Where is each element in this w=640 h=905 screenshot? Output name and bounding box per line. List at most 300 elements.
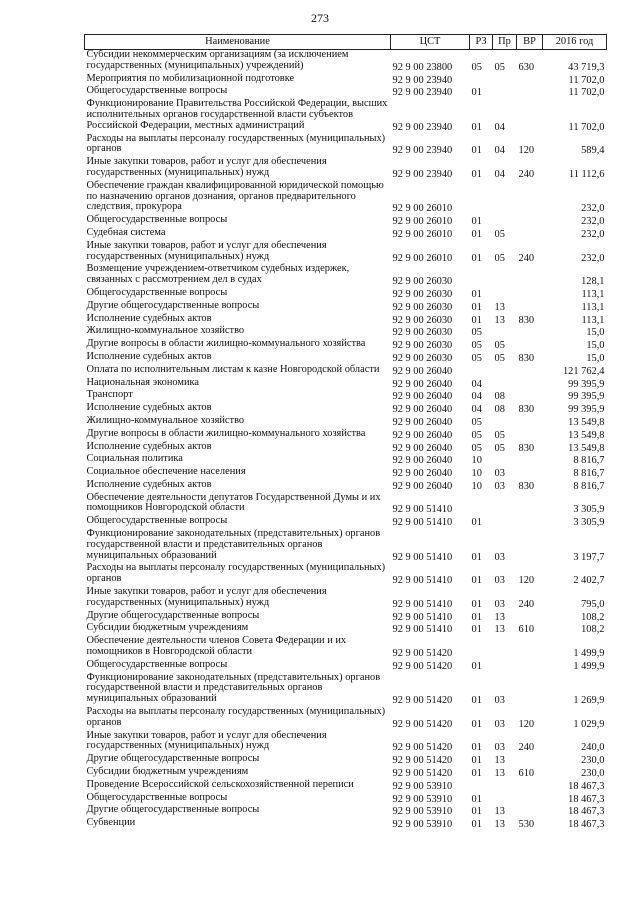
cell-rz: 05: [471, 429, 482, 441]
cell-amount: 13 549,8: [568, 442, 605, 454]
cell-rz: 10: [471, 480, 482, 492]
table-row: [85, 660, 607, 673]
cell-cst: 92 9 00 26030: [392, 288, 453, 300]
cell-pr: [493, 365, 517, 378]
table-row: [85, 264, 607, 288]
cell-vr: 830: [518, 442, 535, 454]
cell-amount: 113,1: [581, 301, 605, 313]
cell-vr: 830: [518, 352, 535, 364]
cell-vr: 240: [518, 252, 535, 264]
table-row: [85, 228, 607, 241]
page-number: 273: [311, 11, 329, 25]
cell-rz: 01: [471, 755, 482, 767]
cell-rz: 01: [471, 598, 482, 610]
cell-cst: 92 9 00 23940: [392, 168, 453, 180]
cell-name: Проведение Всероссийской сельскохозяйственной переписи: [86, 778, 354, 790]
cell-cst: 92 9 00 51410: [392, 624, 453, 636]
table-row: [85, 480, 607, 493]
cell-amount: 8 816,7: [573, 480, 605, 492]
cell-rz: 05: [471, 416, 482, 428]
cell-vr: [517, 429, 543, 442]
column-header-pr: Пр: [493, 35, 517, 50]
cell-amount: 230,0: [581, 755, 605, 767]
cell-rz: [470, 181, 493, 215]
cell-cst: 92 9 00 53910: [392, 780, 453, 792]
cell-pr: 05: [494, 340, 505, 352]
cell-rz: 01: [471, 252, 482, 264]
cell-cst: 92 9 00 51420: [392, 718, 453, 730]
cell-amount: 18 467,3: [568, 793, 605, 805]
cell-cst: 92 9 00 51420: [392, 768, 453, 780]
cell-rz: [470, 365, 493, 378]
cell-name: Исполнение судебных актов: [86, 440, 212, 452]
cell-cst: 92 9 00 51420: [392, 660, 453, 672]
cell-pr: 13: [494, 768, 505, 780]
cell-rz: 01: [471, 718, 482, 730]
table-row: [85, 493, 607, 517]
cell-rz: 05: [471, 352, 482, 364]
cell-name: Иные закупки товаров, работ и услуг для обеспечения государственных (муниципальных) нужд: [86, 586, 327, 608]
table-body: [85, 50, 607, 832]
table-row: [85, 339, 607, 352]
cell-amount: 99 395,9: [568, 391, 605, 403]
cell-name: Общегосударственные вопросы: [86, 515, 228, 527]
cell-name: Обеспечение граждан квалифицированной юридической помощью по назначению органов дознания, органов предварительного следствия, прокурора: [86, 179, 384, 213]
cell-amount: 8 816,7: [573, 468, 605, 480]
cell-cst: 92 9 00 26040: [392, 429, 453, 441]
cell-pr: 13: [494, 806, 505, 818]
cell-rz: 01: [471, 575, 482, 587]
cell-rz: 04: [471, 391, 482, 403]
cell-cst: 92 9 00 23940: [392, 87, 453, 99]
cell-pr: 13: [494, 755, 505, 767]
cell-cst: 92 9 00 51420: [392, 695, 453, 707]
cell-name: Другие вопросы в области жилищно-коммунального хозяйства: [86, 338, 366, 350]
cell-vr: [517, 780, 543, 793]
cell-rz: 01: [471, 314, 482, 326]
cell-cst: 92 9 00 51420: [392, 648, 453, 660]
cell-pr: 05: [494, 352, 505, 364]
cell-rz: [470, 780, 493, 793]
cell-name: Расходы на выплаты персоналу государственных (муниципальных) органов: [86, 706, 386, 728]
cell-rz: 01: [471, 517, 482, 529]
table-row: [85, 707, 607, 731]
cell-vr: 610: [518, 624, 535, 636]
cell-name: Другие общегосударственные вопросы: [86, 753, 260, 765]
cell-pr: 05: [494, 442, 505, 454]
cell-cst: 92 9 00 26040: [392, 480, 453, 492]
cell-name: Общегосударственные вопросы: [86, 791, 228, 803]
cell-amount: 108,2: [581, 624, 605, 636]
cell-pr: [493, 416, 517, 429]
table-row: [85, 352, 607, 365]
cell-pr: 05: [494, 228, 505, 240]
cell-amount: 795,0: [581, 598, 605, 610]
cell-vr: [517, 378, 543, 391]
cell-vr: [517, 74, 543, 87]
cell-cst: 92 9 00 26030: [392, 340, 453, 352]
cell-amount: 18 467,3: [568, 819, 605, 831]
cell-cst: 92 9 00 23940: [392, 145, 453, 157]
table-row: [85, 587, 607, 611]
table-row: [85, 50, 607, 74]
cell-rz: 05: [471, 340, 482, 352]
cell-cst: 92 9 00 26010: [392, 203, 453, 215]
cell-pr: 03: [494, 598, 505, 610]
cell-pr: [493, 793, 517, 806]
table-row: [85, 378, 607, 391]
cell-name: Исполнение судебных актов: [86, 478, 212, 490]
cell-vr: [517, 529, 543, 563]
cell-rz: [470, 74, 493, 87]
cell-rz: [470, 636, 493, 660]
cell-name: Функционирование Правительства Российской Федерации, высших исполнительных органов государственной власти субъектов Российской Федерации, местных администраций: [86, 98, 388, 131]
cell-name: Жилищно-коммунальное хозяйство: [86, 414, 245, 426]
cell-pr: 08: [494, 391, 505, 403]
table-row: [85, 403, 607, 416]
cell-rz: 01: [471, 624, 482, 636]
cell-cst: 92 9 00 26040: [392, 442, 453, 454]
cell-name: Общегосударственные вопросы: [86, 658, 228, 670]
table-row: [85, 181, 607, 215]
cell-name: Судебная система: [86, 226, 166, 238]
cell-amount: 3 197,7: [573, 551, 605, 563]
cell-amount: 43 719,3: [568, 61, 605, 73]
cell-vr: 240: [518, 742, 535, 754]
cell-rz: 05: [471, 61, 482, 73]
cell-name: Исполнение судебных актов: [86, 402, 212, 414]
cell-vr: [517, 390, 543, 403]
cell-vr: 830: [518, 314, 535, 326]
cell-cst: 92 9 00 51410: [392, 598, 453, 610]
cell-cst: 92 9 00 26030: [392, 276, 453, 288]
cell-vr: [517, 86, 543, 99]
cell-amount: 232,0: [581, 228, 605, 240]
cell-pr: 03: [494, 718, 505, 730]
cell-pr: 04: [494, 168, 505, 180]
cell-name: Субсидии бюджетным учреждениям: [86, 766, 249, 778]
cell-cst: 92 9 00 26030: [392, 327, 453, 339]
cell-name: Другие вопросы в области жилищно-коммунального хозяйства: [86, 427, 366, 439]
cell-amount: 232,0: [581, 216, 605, 228]
cell-cst: 92 9 00 26030: [392, 352, 453, 364]
table-row: [85, 416, 607, 429]
cell-rz: [470, 264, 493, 288]
cell-vr: 120: [518, 145, 535, 157]
cell-pr: [493, 215, 517, 228]
cell-name: Общегосударственные вопросы: [86, 214, 228, 226]
column-header-name: Наименование: [85, 35, 391, 50]
cell-amount: 232,0: [581, 252, 605, 264]
cell-amount: 15,0: [586, 352, 605, 364]
cell-name: Мероприятия по мобилизационной подготовке: [86, 72, 295, 84]
cell-cst: 92 9 00 26010: [392, 252, 453, 264]
cell-vr: 240: [518, 168, 535, 180]
cell-pr: 03: [494, 480, 505, 492]
cell-amount: 15,0: [586, 327, 605, 339]
table-header-row: [85, 35, 607, 50]
table-row: [85, 467, 607, 480]
cell-cst: 92 9 00 26040: [392, 468, 453, 480]
cell-cst: 92 9 00 23940: [392, 121, 453, 133]
cell-pr: 03: [494, 575, 505, 587]
cell-pr: 13: [494, 611, 505, 623]
cell-amount: 2 402,7: [573, 575, 605, 587]
cell-name: Другие общегосударственные вопросы: [86, 804, 260, 816]
column-header-year: 2016 год: [543, 35, 607, 50]
cell-cst: 92 9 00 51410: [392, 504, 453, 516]
table-row: [85, 365, 607, 378]
budget-table: [84, 34, 607, 831]
cell-cst: 92 9 00 53910: [392, 819, 453, 831]
cell-rz: 10: [471, 468, 482, 480]
cell-cst: 92 9 00 26040: [392, 455, 453, 467]
cell-vr: 120: [518, 718, 535, 730]
cell-vr: 830: [518, 404, 535, 416]
cell-rz: 01: [471, 793, 482, 805]
cell-rz: 01: [471, 288, 482, 300]
cell-name: Оплата по исполнительным листам к казне Новгородской области: [86, 363, 380, 375]
cell-pr: [493, 74, 517, 87]
cell-rz: 04: [471, 404, 482, 416]
cell-name: Субвенции: [86, 817, 136, 829]
cell-vr: 240: [518, 598, 535, 610]
cell-rz: 01: [471, 660, 482, 672]
cell-name: Субсидии некоммерческим организациям (за исключением государственных (муниципальных) учреждений): [86, 49, 349, 71]
cell-vr: [517, 339, 543, 352]
cell-pr: 03: [494, 551, 505, 563]
cell-cst: 92 9 00 53910: [392, 793, 453, 805]
cell-rz: 01: [471, 819, 482, 831]
cell-pr: [493, 454, 517, 467]
cell-vr: [517, 493, 543, 517]
cell-pr: [493, 326, 517, 339]
table-row: [85, 241, 607, 265]
table-row: [85, 767, 607, 780]
cell-amount: 121 762,4: [562, 365, 605, 377]
cell-vr: [517, 228, 543, 241]
table-row: [85, 563, 607, 587]
cell-amount: 240,0: [581, 742, 605, 754]
cell-pr: 03: [494, 695, 505, 707]
cell-pr: [493, 516, 517, 529]
cell-amount: 11 702,0: [568, 74, 605, 86]
cell-amount: 99 395,9: [568, 404, 605, 416]
cell-cst: 92 9 00 26040: [392, 416, 453, 428]
cell-pr: [493, 378, 517, 391]
cell-rz: 05: [471, 327, 482, 339]
table-row: [85, 99, 607, 133]
cell-vr: [517, 416, 543, 429]
cell-name: Социальная политика: [86, 453, 183, 465]
cell-vr: [517, 673, 543, 707]
cell-cst: 92 9 00 23800: [392, 61, 453, 73]
cell-pr: 13: [494, 314, 505, 326]
cell-rz: [470, 493, 493, 517]
cell-name: Иные закупки товаров, работ и услуг для обеспечения государственных (муниципальных) нужд: [86, 729, 327, 752]
cell-rz: 01: [471, 228, 482, 240]
cell-cst: 92 9 00 26030: [392, 301, 453, 313]
cell-vr: 610: [518, 768, 535, 780]
cell-amount: 11 702,0: [568, 87, 605, 99]
cell-rz: 01: [471, 768, 482, 780]
cell-pr: 03: [494, 468, 505, 480]
cell-rz: 01: [471, 806, 482, 818]
cell-name: Транспорт: [86, 389, 133, 401]
cell-vr: 830: [518, 480, 535, 492]
cell-name: Другие общегосударственные вопросы: [86, 299, 260, 311]
table-row: [85, 529, 607, 563]
cell-name: Обеспечение деятельности депутатов Государственной Думы и их помощников Новгородской области: [86, 491, 381, 514]
cell-cst: 92 9 00 51410: [392, 611, 453, 623]
cell-amount: 232,0: [581, 203, 605, 215]
table-row: [85, 818, 607, 831]
cell-pr: [493, 660, 517, 673]
cell-amount: 113,1: [581, 288, 605, 300]
cell-vr: 120: [518, 575, 535, 587]
cell-pr: 13: [494, 624, 505, 636]
cell-amount: 13 549,8: [568, 429, 605, 441]
cell-vr: [517, 215, 543, 228]
cell-vr: [517, 793, 543, 806]
cell-name: Исполнение судебных актов: [86, 350, 212, 362]
cell-name: Национальная экономика: [86, 376, 200, 388]
cell-vr: [517, 611, 543, 624]
cell-rz: 10: [471, 455, 482, 467]
cell-rz: 01: [471, 87, 482, 99]
cell-cst: 92 9 00 51420: [392, 742, 453, 754]
cell-amount: 3 305,9: [573, 504, 605, 516]
cell-cst: 92 9 00 26040: [392, 404, 453, 416]
cell-name: Функционирование законодательных (представительных) органов государственной власти и представительных органов муниципальных образований: [86, 671, 381, 705]
cell-pr: 13: [494, 301, 505, 313]
cell-cst: 92 9 00 53910: [392, 806, 453, 818]
cell-name: Расходы на выплаты персоналу государственных (муниципальных) органов: [86, 562, 386, 585]
cell-vr: [517, 365, 543, 378]
cell-rz: 05: [471, 442, 482, 454]
cell-vr: [517, 99, 543, 133]
cell-name: Социальное обеспечение населения: [86, 466, 246, 478]
cell-rz: 01: [471, 695, 482, 707]
cell-amount: 18 467,3: [568, 806, 605, 818]
cell-vr: 530: [518, 819, 535, 831]
cell-cst: 92 9 00 26030: [392, 314, 453, 326]
cell-cst: 92 9 00 26040: [392, 378, 453, 390]
cell-pr: 03: [494, 742, 505, 754]
cell-cst: 92 9 00 26010: [392, 228, 453, 240]
cell-rz: 01: [471, 301, 482, 313]
cell-amount: 1 499,9: [573, 648, 605, 660]
cell-pr: 05: [494, 61, 505, 73]
cell-cst: 92 9 00 51410: [392, 517, 453, 529]
cell-rz: 01: [471, 168, 482, 180]
cell-pr: [493, 288, 517, 301]
column-header-vr: ВР: [517, 35, 543, 50]
table-row: [85, 673, 607, 707]
cell-amount: 11 112,6: [568, 168, 605, 180]
cell-cst: 92 9 00 26040: [392, 365, 453, 377]
cell-amount: 1 029,9: [573, 718, 605, 730]
cell-rz: 01: [471, 551, 482, 563]
cell-amount: 13 549,8: [568, 416, 605, 428]
table-row: [85, 288, 607, 301]
cell-vr: [517, 301, 543, 314]
table-row: [85, 134, 607, 158]
table-row: [85, 429, 607, 442]
cell-pr: 04: [494, 145, 505, 157]
cell-cst: 92 9 00 23940: [392, 74, 453, 86]
cell-amount: 128,1: [581, 276, 605, 288]
cell-pr: [493, 86, 517, 99]
cell-vr: [517, 454, 543, 467]
cell-name: Возмещение учреждением-ответчиком судебных издержек, связанных с рассмотрением дел в судах: [86, 263, 350, 286]
cell-vr: [517, 326, 543, 339]
cell-name: Жилищно-коммунальное хозяйство: [86, 325, 245, 337]
cell-name: Общегосударственные вопросы: [86, 286, 228, 298]
cell-rz: 04: [471, 378, 482, 390]
cell-name: Функционирование законодательных (представительных) органов государственной власти и представительных органов муниципальных образований: [86, 528, 381, 561]
cell-amount: 108,2: [581, 611, 605, 623]
cell-amount: 3 305,9: [573, 517, 605, 529]
cell-amount: 18 467,3: [568, 780, 605, 792]
column-header-cst: ЦСТ: [391, 35, 470, 50]
cell-name: Исполнение судебных актов: [86, 312, 212, 324]
cell-vr: [517, 181, 543, 215]
cell-vr: 630: [518, 61, 535, 73]
table-row: [85, 780, 607, 793]
cell-pr: 05: [494, 429, 505, 441]
cell-amount: 11 702,0: [568, 121, 605, 133]
cell-amount: 1 499,9: [573, 660, 605, 672]
cell-name: Общегосударственные вопросы: [86, 85, 228, 97]
cell-rz: 01: [471, 121, 482, 133]
cell-name: Субсидии бюджетным учреждениям: [86, 622, 249, 634]
cell-cst: 92 9 00 51410: [392, 575, 453, 587]
cell-pr: 08: [494, 404, 505, 416]
table-row: [85, 731, 607, 755]
cell-rz: 01: [471, 742, 482, 754]
cell-name: Иные закупки товаров, работ и услуг для обеспечения государственных (муниципальных) нужд: [86, 156, 327, 178]
cell-amount: 15,0: [586, 340, 605, 352]
table-row: [85, 636, 607, 660]
cell-name: Другие общегосударственные вопросы: [86, 609, 260, 621]
cell-pr: [493, 636, 517, 660]
cell-pr: 05: [494, 252, 505, 264]
cell-vr: [517, 805, 543, 818]
cell-vr: [517, 288, 543, 301]
cell-vr: [517, 636, 543, 660]
cell-vr: [517, 264, 543, 288]
cell-name: Иные закупки товаров, работ и услуг для обеспечения государственных (муниципальных) нужд: [86, 239, 327, 262]
cell-amount: 1 269,9: [573, 695, 605, 707]
cell-vr: [517, 660, 543, 673]
cell-pr: [493, 780, 517, 793]
cell-amount: 99 395,9: [568, 378, 605, 390]
cell-name: Обеспечение деятельности членов Совета Федерации и их помощников в Новгородской области: [86, 635, 347, 658]
cell-cst: 92 9 00 26040: [392, 391, 453, 403]
cell-pr: [493, 181, 517, 215]
cell-pr: 13: [494, 819, 505, 831]
cell-amount: 8 816,7: [573, 455, 605, 467]
column-header-rz: РЗ: [470, 35, 493, 50]
cell-cst: 92 9 00 51420: [392, 755, 453, 767]
table-row: [85, 805, 607, 818]
cell-pr: [493, 493, 517, 517]
cell-rz: 01: [471, 145, 482, 157]
cell-rz: 01: [471, 216, 482, 228]
cell-rz: 01: [471, 611, 482, 623]
table-row: [85, 157, 607, 181]
